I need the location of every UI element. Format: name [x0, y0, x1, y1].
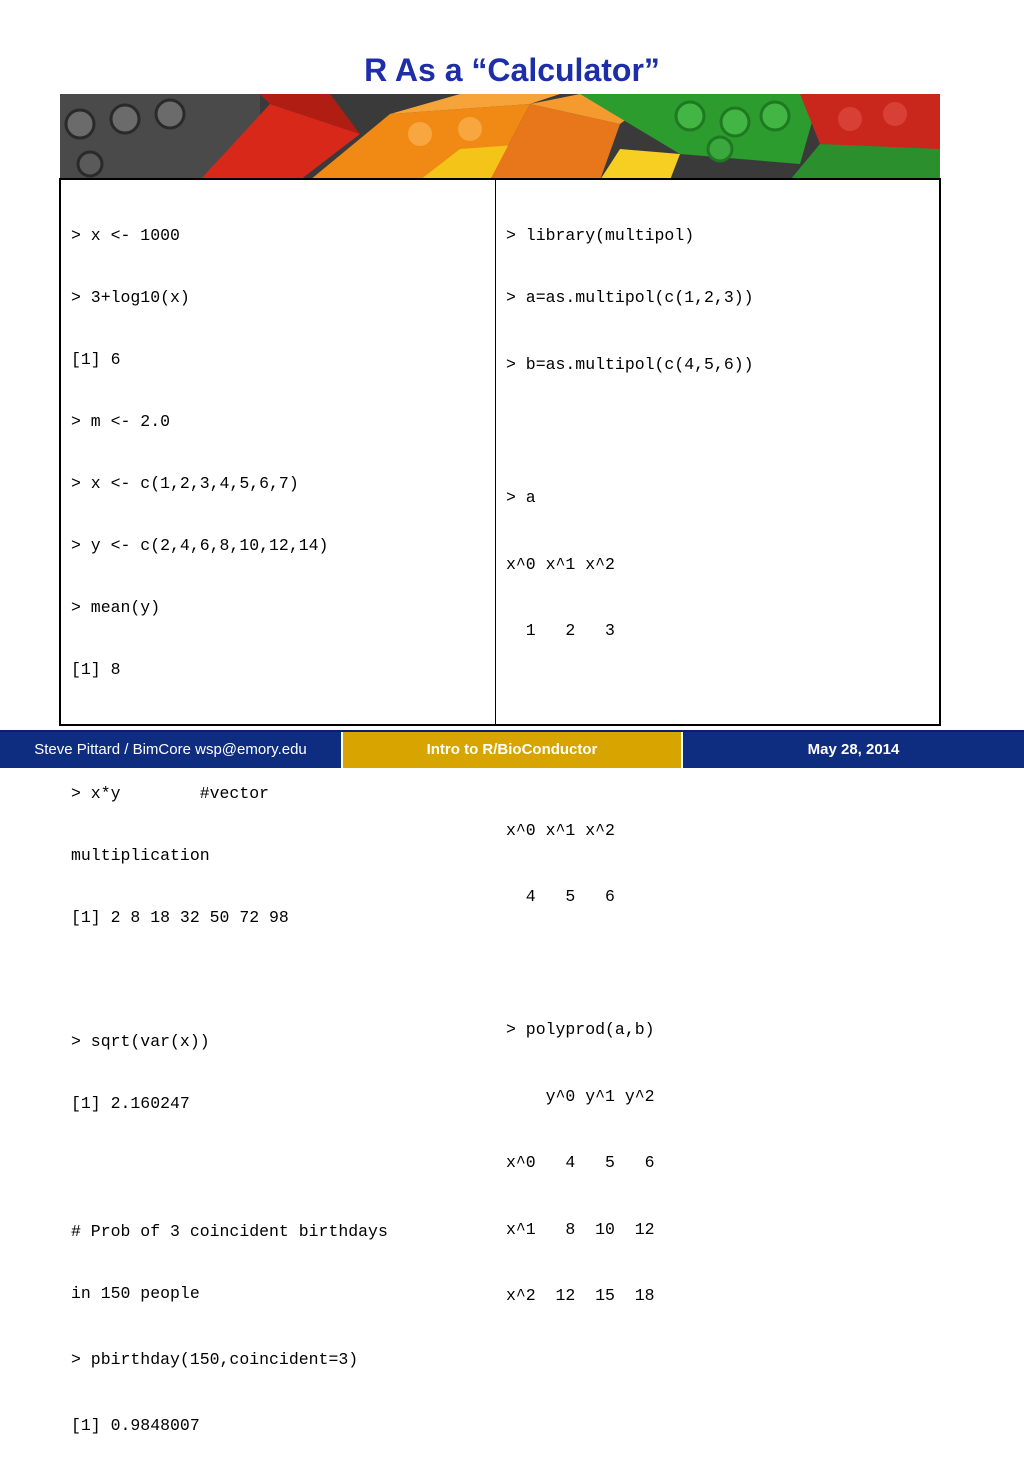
code-line: [1] 8: [71, 660, 121, 679]
code-line: [1] 2.160247: [71, 1094, 190, 1113]
column-divider: [495, 180, 496, 724]
code-line: in 150 people: [71, 1284, 200, 1303]
code-line: > library(multipol): [506, 226, 695, 245]
code-line: y^0 y^1 y^2: [506, 1087, 655, 1106]
code-line: > x*y #vector: [71, 784, 270, 803]
code-line: > polyprod(a,b): [506, 1020, 655, 1039]
code-line: [506, 952, 754, 980]
slide-title: R As a “Calculator”: [364, 52, 660, 88]
code-line: x^0 4 5 6: [506, 1153, 655, 1172]
lego-banner-image: [60, 94, 940, 180]
code-line: > pbirthday(150,coincident=3): [71, 1350, 359, 1369]
left-code-column: [71, 186, 388, 1457]
code-line: [506, 686, 754, 714]
code-line: [71, 968, 388, 992]
code-line: > mean(y): [71, 598, 161, 617]
code-line: 4 5 6: [506, 887, 615, 906]
code-line: > m <- 2.0: [71, 412, 171, 431]
code-line: multiplication: [71, 846, 210, 865]
footer-course-title: Intro to R/BioConductor: [341, 732, 683, 768]
slide-footer: [0, 728, 1024, 768]
code-line: [1] 0.9848007: [71, 1416, 200, 1435]
code-line: x^0 x^1 x^2: [506, 555, 615, 574]
code-line: [1] 6: [71, 350, 121, 369]
code-line: x^1 8 10 12: [506, 1220, 655, 1239]
footer-author: Steve Pittard / BimCore wsp@emory.edu: [0, 732, 341, 768]
code-line: > a=as.multipol(c(1,2,3)): [506, 288, 754, 307]
code-line: > 3+log10(x): [71, 288, 190, 307]
code-line: > y <- c(2,4,6,8,10,12,14): [71, 536, 329, 555]
footer-date: May 28, 2014: [683, 732, 1024, 768]
code-line: # Prob of 3 coincident birthdays: [71, 1222, 388, 1241]
code-line: x^0 x^1 x^2: [506, 821, 615, 840]
code-line: 1 2 3: [506, 621, 615, 640]
lego-bricks-illustration: [60, 94, 940, 180]
code-line: > b=as.multipol(c(4,5,6)): [506, 355, 754, 374]
code-line: [506, 420, 754, 448]
code-line: > x <- 1000: [71, 226, 180, 245]
code-line: [71, 1154, 388, 1182]
code-line: x^2 12 15 18: [506, 1286, 655, 1305]
code-line: > x <- c(1,2,3,4,5,6,7): [71, 474, 299, 493]
code-line: > sqrt(var(x)): [71, 1032, 210, 1051]
code-line: [1] 2 8 18 32 50 72 98: [71, 908, 289, 927]
code-line: > a: [506, 488, 536, 507]
